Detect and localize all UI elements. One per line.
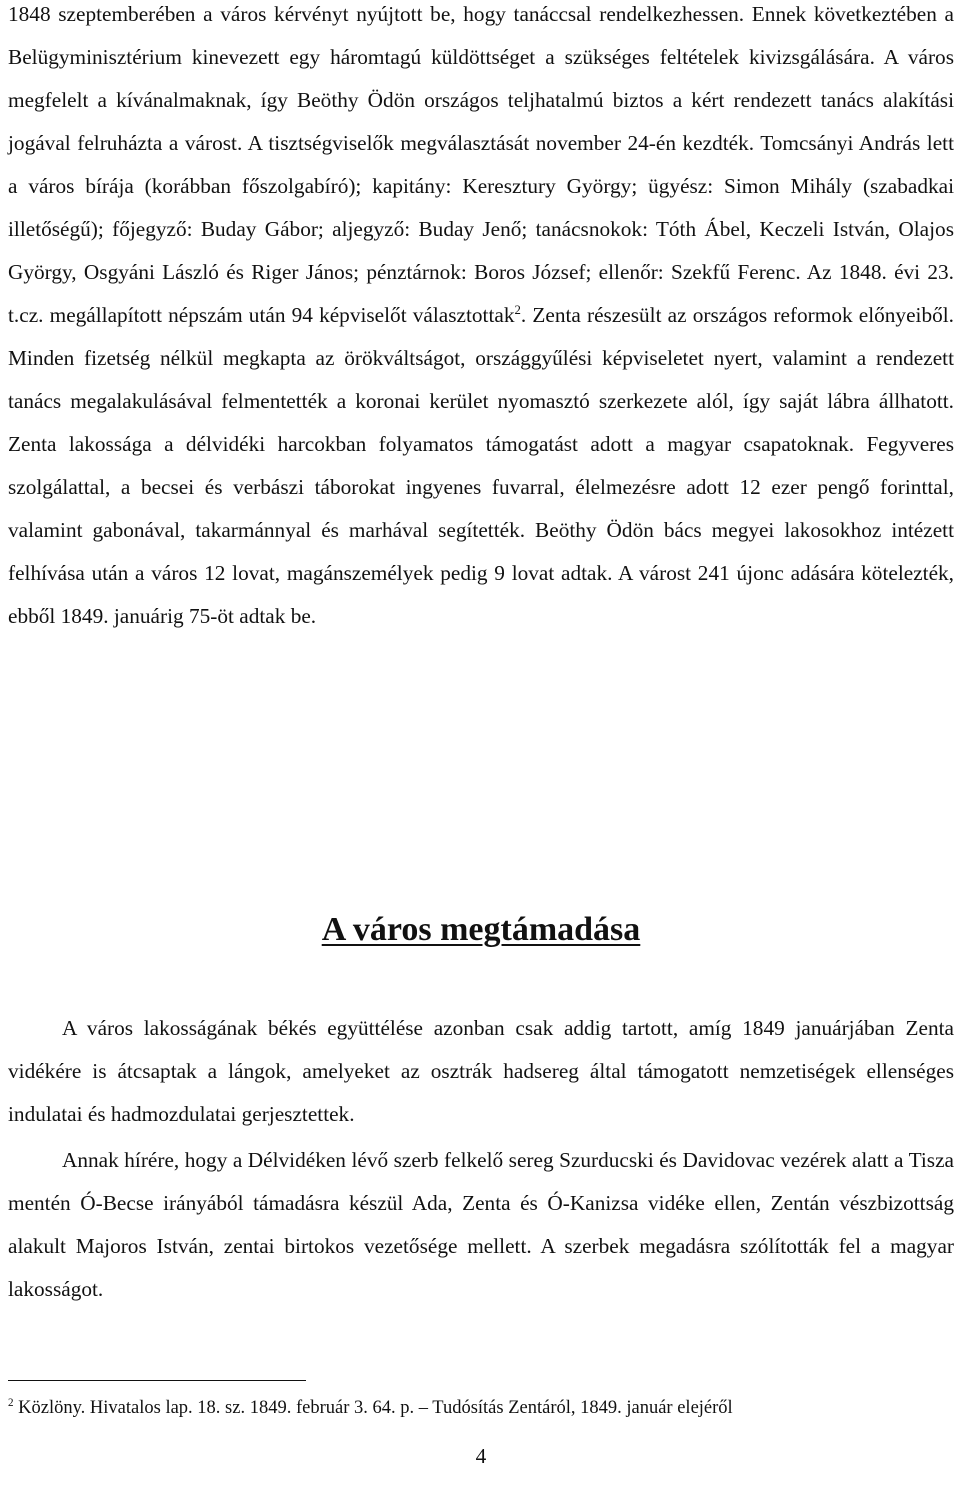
footnote-text: Közlöny. Hivatalos lap. 18. sz. 1849. február 3. 64. p. – Tudósítás Zentáról, 1849. január elejéről bbox=[13, 1398, 733, 1418]
section-heading: A város megtámadása bbox=[321, 911, 641, 948]
footnote-divider bbox=[8, 1380, 306, 1381]
paragraph-text: 1848 szeptemberében a város kérvényt nyújtott be, hogy tanáccsal rendelkezhessen. Ennek következtében a Belügyminisztérium kinevezett egy háromtagú küldöttséget a szükséges feltételek kivizsgálására. A város megfelelt a kívánalmaknak, így Beöthy Ödön országos teljhatalmú biztos a kért rendezett tanács alakítási jogával felruházta a várost. A tisztségviselők megválasztását november 24-én kezdték. Tomcsányi András lett a város bírája (korábban főszolgabíró); kapitány: Keresztury György; ügyész: Simon Mihály (szabadkai illetőségű); főjegyző: Buday Gábor; aljegyző: Buday Jenő; tanácsnokok: Tóth Ábel, Keczeli István, Olajos György, Osgyáni László és Riger János; pénztárnok: Boros József; ellenőr: Szekfű Ferenc. Az 1848. évi 23. t.cz. megállapított népszám után 94 képviselőt választottak bbox=[8, 2, 954, 327]
paragraph-text-continued: . Zenta részesült az országos reformok előnyeiből. Minden fizetség nélkül megkapta az örökváltságot, országgyűlési képviseletet nyert, valamint a rendezett tanács megalakulásával felmentették a koronai kerület nyomasztó szerkezete alól, így saját lábra állhatott. Zenta lakossága a délvidéki harcokban folyamatos támogatást adott a magyar csapatoknak. Fegyveres szolgálattal, a becsei és verbászi táborokat ingyenes fuvarral, élelmezésre adott 12 ezer pengő forinttal, valamint gabonával, takarmánnyal és marhával segítették. Beöthy Ödön bács megyei lakosokhoz intézett felhívása után a város 12 lovat, magánszemélyek pedig 9 lovat adtak. A várost 241 újonc adására kötelezték, ebből 1849. januárig 75-öt adtak be. bbox=[8, 303, 954, 628]
paragraph-town-council bbox=[8, 0, 954, 638]
page-number: 4 bbox=[475, 1444, 487, 1468]
footnote bbox=[8, 1393, 954, 1423]
paragraph-peaceful-coexistence: A város lakosságának békés együttélése azonban csak addig tartott, amíg 1849 januárjában Zenta vidékére is átcsaptak a lángok, amelyeket az osztrák hadsereg által támogatott nemzetiségek ellenséges indulatai és hadmozdulatai gerjesztettek. bbox=[8, 1016, 954, 1126]
footnote-number: 2 bbox=[8, 1396, 14, 1409]
footnote-reference[interactable]: 2 bbox=[514, 302, 521, 317]
paragraph-serbian-uprising: Annak hírére, hogy a Délvidéken lévő szerb felkelő sereg Szurducski és Davidovac vezérek alatt a Tisza mentén Ó-Becse irányából támadásra készül Ada, Zenta és Ó-Kanizsa vidéke ellen, Zentán vészbizottság alakult Majoros István, zentai birtokos vezetősége mellett. A szerbek megadásra szólították fel a magyar lakosságot. bbox=[8, 1148, 954, 1301]
